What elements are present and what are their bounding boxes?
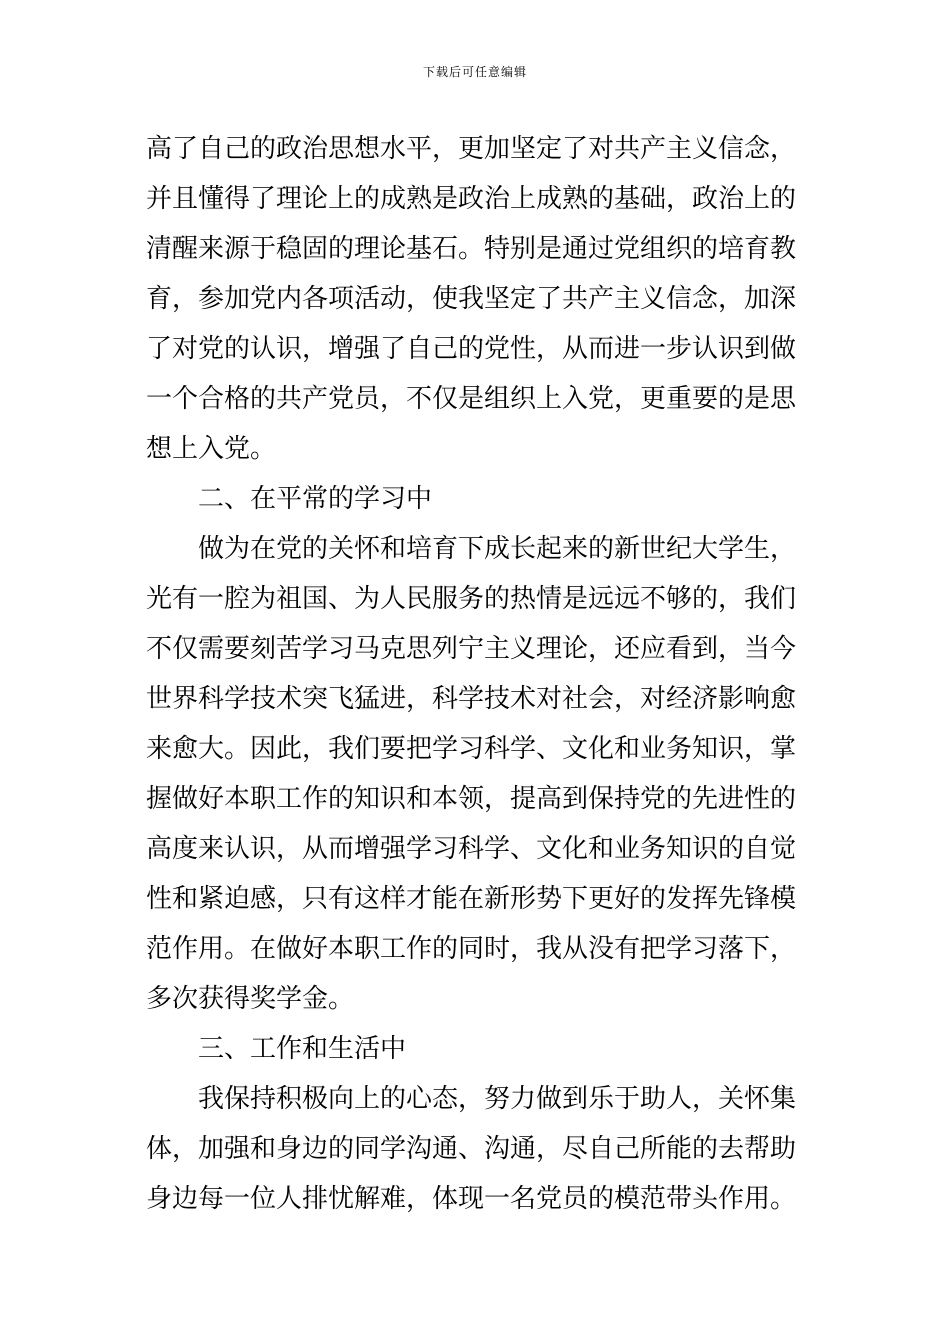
text-line: 一个合格的共产党员，不仅是组织上入党，更重要的是思 [146, 384, 797, 414]
text-line: 做为在党的关怀和培育下成长起来的新世纪大学生， [198, 534, 797, 564]
text-line: 想上入党。 [146, 434, 277, 464]
text-line: 世界科学技术突飞猛进，科学技术对社会，对经济影响愈 [146, 684, 797, 714]
text-line: 性和紧迫感，只有这样才能在新形势下更好的发挥先锋模 [146, 884, 797, 914]
text-line: 身边每一位人排忧解难，体现一名党员的模范带头作用。 [146, 1184, 797, 1214]
text-line: 清醒来源于稳固的理论基石。特别是通过党组织的培育教 [146, 234, 797, 264]
text-line: 不仅需要刻苦学习马克思列宁主义理论，还应看到，当今 [146, 634, 797, 664]
text-line: 并且懂得了理论上的成熟是政治上成熟的基础，政治上的 [146, 184, 797, 214]
page-header: 下载后可任意编辑 [422, 65, 527, 79]
text-line: 来愈大。因此，我们要把学习科学、文化和业务知识，掌 [146, 734, 797, 764]
text-line: 高度来认识，从而增强学习科学、文化和业务知识的自觉 [146, 834, 797, 864]
text-line: 三、工作和生活中 [198, 1034, 407, 1064]
text-line: 高了自己的政治思想水平，更加坚定了对共产主义信念， [146, 134, 797, 164]
text-line: 我保持积极向上的心态，努力做到乐于助人，关怀集 [198, 1084, 797, 1114]
text-line: 握做好本职工作的知识和本领，提高到保持党的先进性的 [146, 784, 797, 814]
text-line: 了对党的认识，增强了自己的党性，从而进一步认识到做 [146, 334, 797, 364]
text-line: 育，参加党内各项活动，使我坚定了共产主义信念，加深 [146, 284, 797, 314]
text-line: 体，加强和身边的同学沟通、沟通，尽自己所能的去帮助 [146, 1134, 797, 1164]
text-line: 多次获得奖学金。 [146, 984, 355, 1014]
body-text [146, 124, 806, 1224]
text-line: 二、在平常的学习中 [198, 484, 433, 514]
text-line: 光有一腔为祖国、为人民服务的热情是远远不够的，我们 [146, 584, 797, 614]
text-line: 范作用。在做好本职工作的同时，我从没有把学习落下， [146, 934, 797, 964]
